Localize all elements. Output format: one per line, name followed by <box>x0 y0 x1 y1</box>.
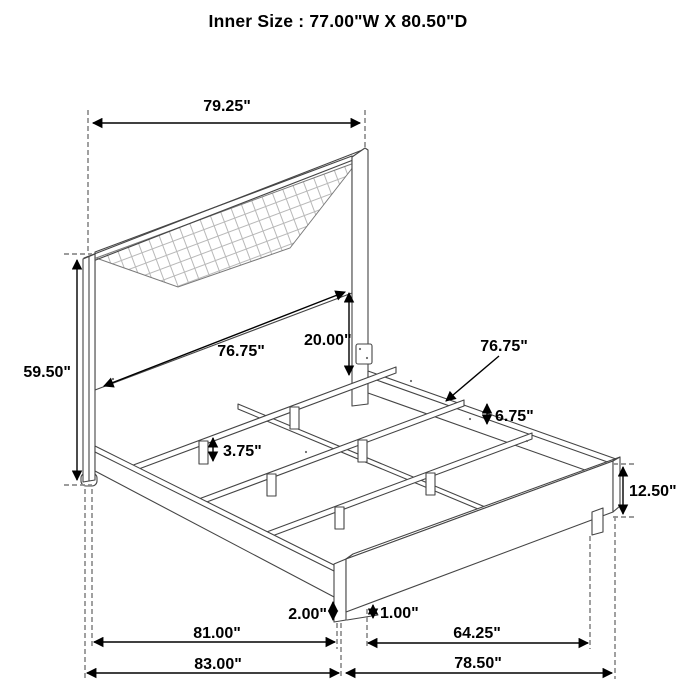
screw-dot <box>112 378 114 380</box>
slat-leg <box>290 407 299 429</box>
front-side-rail-edge <box>95 452 336 572</box>
bracket-screw-dot <box>366 357 368 359</box>
dim-rail-clearance-label: 2.00" <box>288 606 327 623</box>
screw-dot <box>526 440 528 442</box>
footboard-corner-post <box>334 559 346 622</box>
dim-overall-width-label: 79.25" <box>203 98 251 115</box>
slat-leg <box>267 474 276 496</box>
bracket-screw-dot <box>359 348 361 350</box>
dim-rail-height-label: 6.75" <box>495 408 534 425</box>
dim-footboard-inner-width-label: 64.25" <box>453 625 501 642</box>
dim-headboard-height-label: 59.50" <box>23 364 71 381</box>
dim-footboard-height-label: 12.50" <box>629 483 677 500</box>
dim-footboard-width-label: 78.50" <box>454 655 502 672</box>
dim-rail-length-label: 76.75" <box>480 338 528 355</box>
screw-dot <box>305 451 307 453</box>
dim-leg-height-label: 3.75" <box>223 443 262 460</box>
dim-overall-length-label: 83.00" <box>194 656 242 673</box>
rail-bracket <box>356 344 372 364</box>
screw-dot <box>410 380 412 382</box>
footboard-right-leg <box>592 508 603 535</box>
slat-leg <box>335 507 344 529</box>
slat-leg <box>426 473 435 495</box>
dim-rail-length-leader <box>446 356 499 401</box>
slat-leg <box>199 441 208 464</box>
footboard-face <box>346 461 613 612</box>
dim-footboard-clearance-label: 1.00" <box>380 605 419 622</box>
dim-panel-drop-label: 20.00" <box>304 332 352 349</box>
slat-leg <box>358 440 367 462</box>
headboard-right-stile <box>352 148 368 406</box>
dim-inner-width-label: 76.75" <box>217 343 265 360</box>
dim-inner-length-label: 81.00" <box>193 625 241 642</box>
page-title: Inner Size : 77.00"W X 80.50"D <box>208 11 468 31</box>
footboard <box>334 457 620 622</box>
screw-dot <box>469 418 471 420</box>
footboard-end-cap <box>613 457 620 512</box>
